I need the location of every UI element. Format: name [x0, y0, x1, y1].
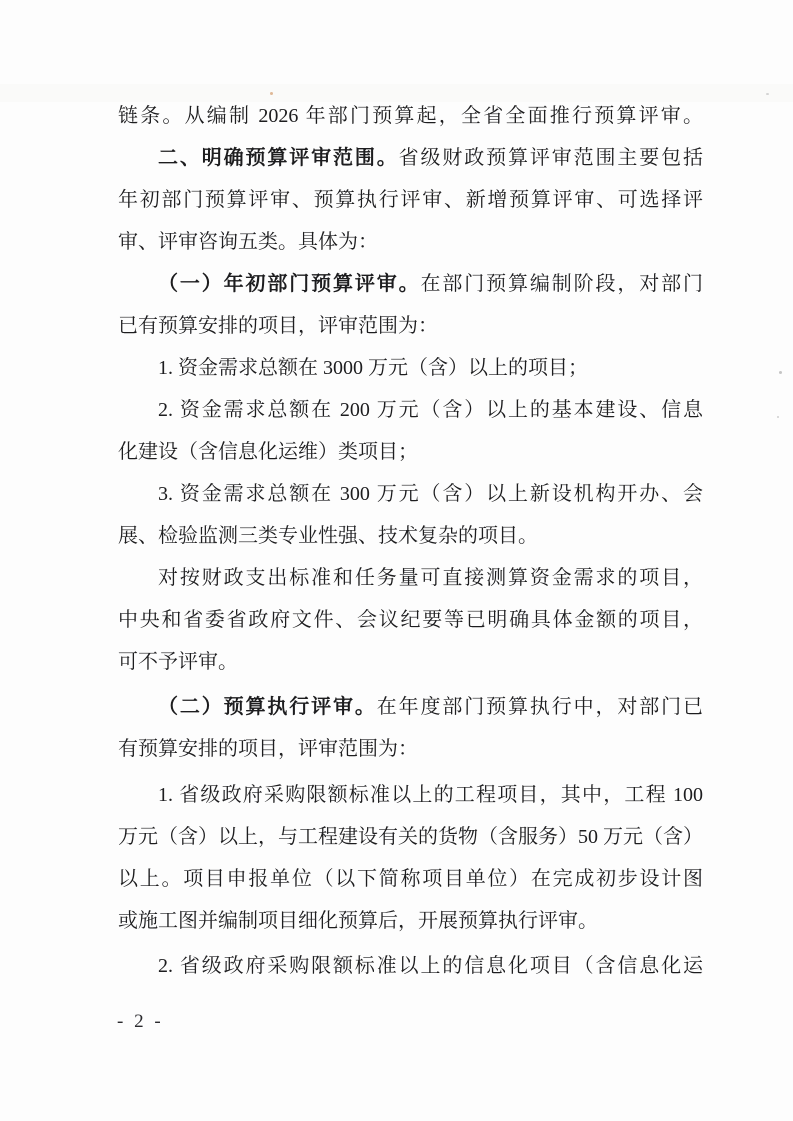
text-line-list-item: [118, 347, 703, 389]
text-line-list-item: [118, 945, 703, 987]
text-line: [118, 305, 703, 347]
body-text: 或施工图并编制项目细化预算后，开展预算执行评审。: [118, 910, 598, 932]
body-text: 可不予评审。: [118, 651, 238, 673]
body-text: 在年度部门预算执行中，对部门已: [376, 696, 703, 718]
body-text: 已有预算安排的项目，评审范围为：: [118, 315, 438, 337]
text-line: [118, 641, 703, 683]
text-line: [118, 95, 703, 137]
text-line: [118, 858, 703, 900]
page-number: - 2 -: [117, 1011, 164, 1032]
body-text: 3. 资金需求总额在 300 万元（含）以上新设机构开办、会: [158, 483, 703, 505]
text-line: [118, 900, 703, 942]
text-line: [118, 557, 703, 599]
subsection-heading-bold: （一）年初部门预算评审。: [158, 273, 421, 295]
scan-speck: [766, 93, 769, 95]
body-text: 2. 资金需求总额在 200 万元（含）以上的基本建设、信息: [158, 399, 703, 421]
subsection-heading-bold: （二）预算执行评审。: [158, 696, 377, 718]
text-line: [118, 728, 703, 770]
text-line: [118, 599, 703, 641]
body-text: 以上。项目申报单位（以下简称项目单位）在完成初步设计图: [118, 868, 703, 890]
text-line: [118, 431, 703, 473]
text-line-subsection-heading: [118, 686, 703, 728]
text-line: [118, 221, 703, 263]
document-body: [118, 95, 703, 987]
body-text: 1. 资金需求总额在 3000 万元（含）以上的项目；: [158, 357, 588, 379]
scan-speck: [779, 371, 782, 374]
scan-speck: [777, 416, 779, 418]
body-text: 1. 省级政府采购限额标准以上的工程项目，其中，工程 100: [158, 784, 703, 806]
text-line-list-item: [118, 473, 703, 515]
body-text: 年初部门预算评审、预算执行评审、新增预算评审、可选择评: [118, 189, 703, 211]
body-text: 在部门预算编制阶段，对部门: [420, 273, 703, 295]
section-heading-bold: 二、明确预算评审范围。: [158, 147, 399, 169]
text-line-section-heading: [118, 137, 703, 179]
text-line: [118, 816, 703, 858]
body-text: 链条。从编制 2026 年部门预算起，全省全面推行预算评审。: [118, 105, 703, 127]
body-text: 展、检验监测三类专业性强、技术复杂的项目。: [118, 525, 538, 547]
text-line-subsection-heading: [118, 263, 703, 305]
body-text: 万元（含）以上，与工程建设有关的货物（含服务）50 万元（含）: [118, 826, 703, 848]
body-text: 省级财政预算评审范围主要包括: [398, 147, 703, 169]
body-text: 化建设（含信息化运维）类项目；: [118, 441, 418, 463]
body-text: 有预算安排的项目，评审范围为：: [118, 738, 418, 760]
body-text: 2. 省级政府采购限额标准以上的信息化项目（含信息化运: [158, 955, 703, 977]
body-text: 中央和省委省政府文件、会议纪要等已明确具体金额的项目，: [118, 609, 703, 631]
text-line-list-item: [118, 389, 703, 431]
body-text: 审、评审咨询五类。具体为：: [118, 231, 378, 253]
text-line-list-item: [118, 774, 703, 816]
body-text: 对按财政支出标准和任务量可直接测算资金需求的项目，: [158, 567, 703, 589]
text-line: [118, 515, 703, 557]
text-line: [118, 179, 703, 221]
